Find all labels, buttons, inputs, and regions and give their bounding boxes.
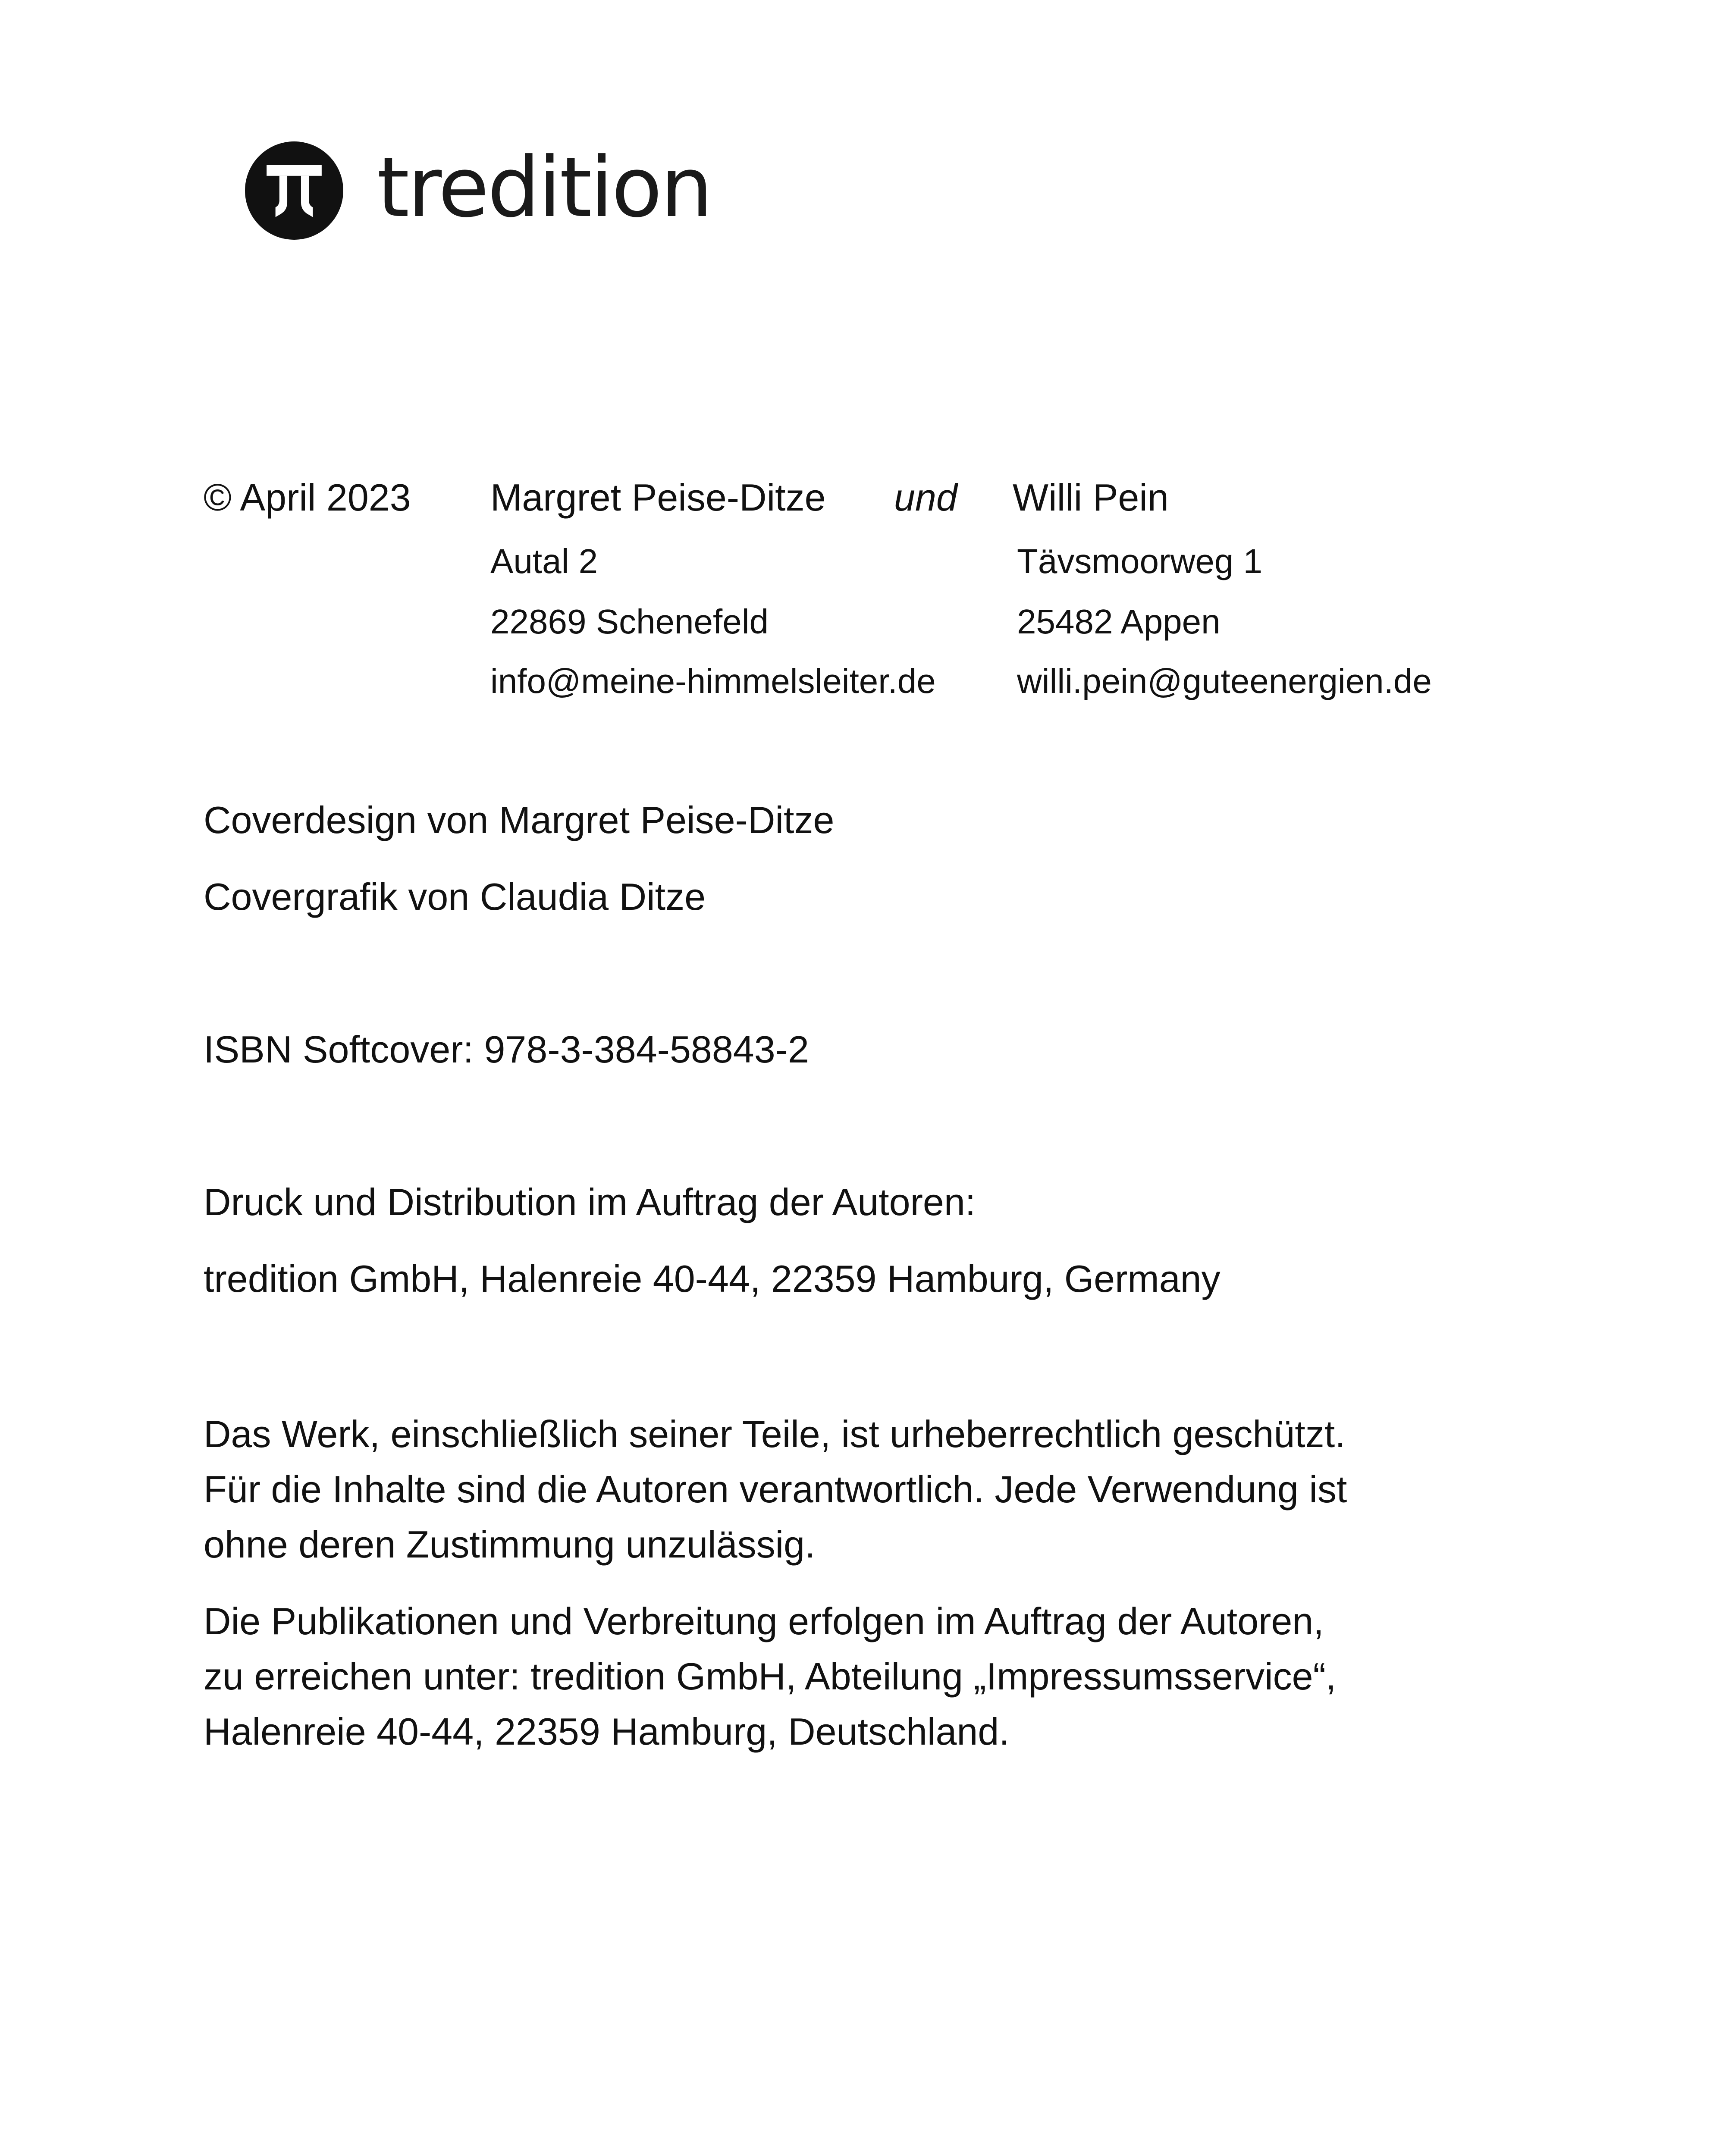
isbn-line: ISBN Softcover: 978-3-384-58843-2 — [204, 1028, 809, 1071]
logo-wordmark: tredition — [377, 140, 712, 236]
cover-graphic-credit: Covergrafik von Claudia Ditze — [204, 875, 706, 918]
legal-paragraph-2-line: zu erreichen unter: tredition GmbH, Abteilung „Impressumsservice“, — [204, 1655, 1337, 1698]
copyright-label: © April 2023 — [204, 476, 411, 519]
legal-paragraph-2-line: Die Publikationen und Verbreitung erfolgen im Auftrag der Autoren, — [204, 1600, 1324, 1642]
conjunction-text: und — [894, 476, 957, 519]
author-2-city: 25482 Appen — [1017, 602, 1221, 641]
author-2-street: Tävsmoorweg 1 — [1017, 542, 1263, 580]
legal-paragraph-2-line: Halenreie 40-44, 22359 Hamburg, Deutschland. — [204, 1710, 1010, 1753]
publisher-logo — [245, 141, 711, 240]
distribution-line-2: tredition GmbH, Halenreie 40-44, 22359 Hamburg, Germany — [204, 1257, 1221, 1300]
legal-paragraph-1-line: Für die Inhalte sind die Autoren verantwortlich. Jede Verwendung ist — [204, 1468, 1347, 1510]
author-1-email: info@meine-himmelsleiter.de — [490, 662, 936, 700]
legal-paragraph-2 — [204, 1594, 1497, 1759]
legal-paragraph-1-line: Das Werk, einschließlich seiner Teile, ist urheberrechtlich geschützt. — [204, 1413, 1346, 1455]
author-2-email: willi.pein@guteenergien.de — [1017, 662, 1432, 700]
tredition-logo-icon — [245, 141, 343, 240]
legal-paragraph-1-line: ohne deren Zustimmung unzulässig. — [204, 1523, 816, 1566]
author-1-name: Margret Peise-Ditze — [490, 476, 826, 519]
author-2-name: Willi Pein — [1013, 476, 1169, 519]
author-1-city: 22869 Schenefeld — [490, 602, 769, 641]
author-1-street: Autal 2 — [490, 542, 598, 580]
legal-paragraph-1 — [204, 1407, 1497, 1572]
cover-design-credit: Coverdesign von Margret Peise-Ditze — [204, 799, 835, 841]
distribution-line-1: Druck und Distribution im Auftrag der Autoren: — [204, 1181, 976, 1223]
